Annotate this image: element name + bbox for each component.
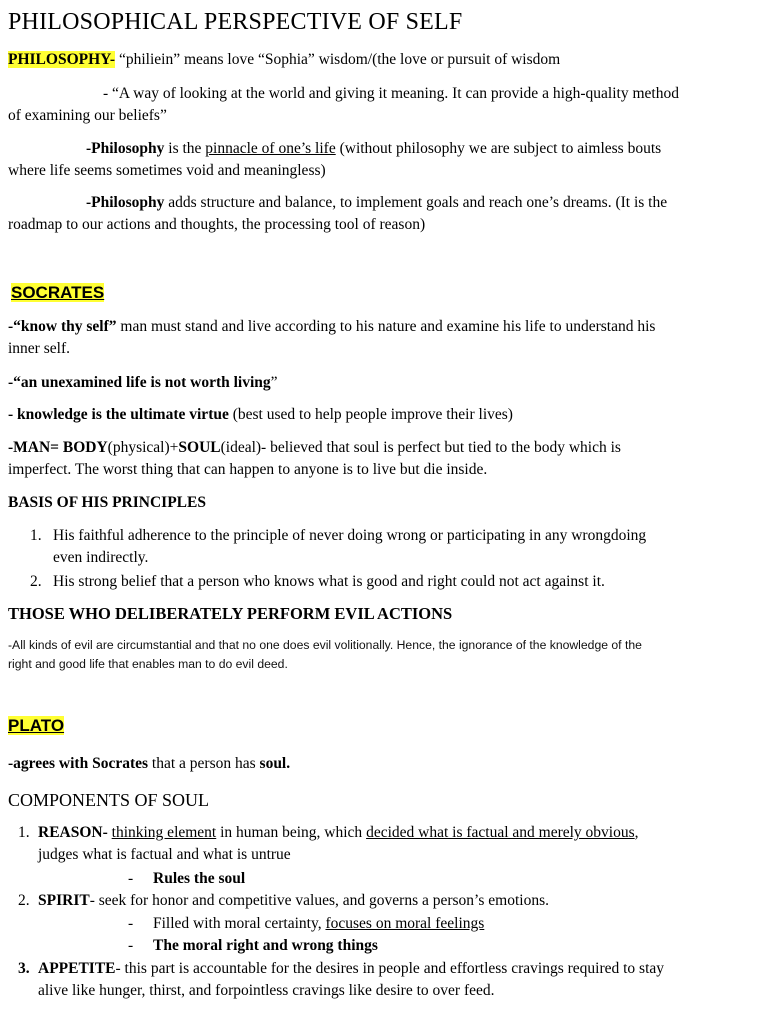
- man-body-bold: -MAN= BODY: [8, 439, 108, 456]
- spirit-sub2: The moral right and wrong things: [153, 937, 378, 954]
- philosophy-pinnacle-paragraph: [8, 138, 760, 182]
- know-thyself-paragraph: [8, 316, 760, 360]
- basis-item-1-num: 1.: [30, 527, 42, 544]
- philosophy-p2-text: adds structure and balance, to implement goals and reach one’s dreams. (It is the: [164, 194, 668, 211]
- basis-item-1-line2: even indirectly.: [53, 549, 149, 566]
- appetite-label: APPETITE: [38, 960, 116, 977]
- spirit-label: SPIRIT: [38, 892, 90, 909]
- man-physical-text: (physical)+: [107, 439, 179, 456]
- appetite-item: [38, 958, 763, 1002]
- evil-line1: -All kinds of evil are circumstantial and that no one does evil volitionally. Hence, the ignorance of the knowledge of the: [8, 638, 642, 652]
- basis-item-2-num: 2.: [30, 573, 42, 590]
- unexamined-bold: -“an unexamined life is not worth living: [8, 374, 271, 391]
- evil-paragraph: [8, 636, 760, 674]
- knowledge-bold: - knowledge is the ultimate virtue: [8, 406, 229, 423]
- spirit-item: [38, 890, 549, 912]
- appetite-line2: alive like hunger, thirst, and forpointless cravings like desire to over feed.: [38, 982, 495, 999]
- know-thyself-text: man must stand and live according to his nature and examine his life to understand his: [116, 318, 656, 335]
- agrees-soul: soul.: [259, 755, 291, 772]
- evil-line2: right and good life that enables man to do evil deed.: [8, 657, 288, 671]
- components-heading: COMPONENTS OF SOUL: [8, 790, 210, 810]
- spirit-sub1-u: focuses on moral feelings: [325, 915, 485, 932]
- basis-list: [8, 525, 760, 595]
- spirit-sub1: [153, 913, 484, 935]
- reason-end: ,: [634, 824, 639, 841]
- basis-heading: [8, 492, 760, 514]
- knowledge-virtue-line: [8, 404, 760, 426]
- page-title: PHILOSOPHICAL PERSPECTIVE OF SELF: [8, 9, 463, 35]
- basis-heading-text: BASIS OF HIS PRINCIPLES: [8, 494, 206, 511]
- unexamined-end: ”: [270, 374, 278, 391]
- reason-item: [38, 822, 763, 866]
- appetite-num: 3.: [18, 960, 30, 977]
- philosophy-quote-line1: - “A way of looking at the world and giving it meaning. It can provide a high-quality method: [103, 85, 679, 102]
- philosophy-term-2: -Philosophy: [86, 194, 165, 211]
- plato-heading: [8, 715, 760, 737]
- philosophy-p1-text: is the: [164, 140, 206, 157]
- man-body-soul-paragraph: [8, 437, 760, 481]
- man-line2: imperfect. The worst thing that can happen to anyone is to live but die inside.: [8, 461, 488, 478]
- philosophy-quote-line2: of examining our beliefs”: [8, 107, 167, 124]
- philosophy-definition: [8, 49, 760, 71]
- basis-item-1: [53, 525, 763, 569]
- reason-sub-dash: -: [128, 870, 134, 887]
- soul-bold: SOUL: [178, 439, 221, 456]
- evil-actions-heading: [8, 603, 760, 625]
- socrates-heading-text: SOCRATES: [11, 283, 105, 302]
- plato-agrees-line: [8, 753, 760, 775]
- philosophy-p1-line2: where life seems sometimes void and meaningless): [8, 162, 326, 179]
- philosophy-label: PHILOSOPHY-: [8, 51, 116, 68]
- reason-mid: in human being, which: [216, 824, 367, 841]
- reason-sub1: Rules the soul: [153, 870, 246, 887]
- know-thyself-line2: inner self.: [8, 340, 70, 357]
- philosophy-p2-line2: roadmap to our actions and thoughts, the processing tool of reason): [8, 216, 426, 233]
- philosophy-quote: [8, 83, 760, 127]
- knowledge-text: (best used to help people improve their lives): [228, 406, 513, 423]
- unexamined-life-line: [8, 372, 760, 394]
- components-list: [8, 822, 760, 1007]
- plato-heading-text: PLATO: [8, 716, 65, 735]
- reason-num: 1.: [18, 824, 30, 841]
- socrates-heading: [11, 282, 763, 304]
- philosophy-structure-paragraph: [8, 192, 760, 236]
- know-thyself-bold: -“know thy self”: [8, 318, 117, 335]
- evil-heading-text: THOSE WHO DELIBERATELY PERFORM EVIL ACTIONS: [8, 604, 453, 623]
- philosophy-def-text: “philiein” means love “Sophia” wisdom/(the love or pursuit of wisdom: [115, 51, 561, 68]
- reason-label: REASON-: [38, 824, 108, 841]
- appetite-text: - this part is accountable for the desires in people and effortless cravings required to stay: [115, 960, 665, 977]
- spirit-sub-dash-1: -: [128, 915, 134, 932]
- spirit-num: 2.: [18, 892, 30, 909]
- soul-text: (ideal)- believed that soul is perfect but tied to the body which is: [220, 439, 621, 456]
- spirit-sub-dash-2: -: [128, 937, 134, 954]
- agrees-bold: -agrees with Socrates: [8, 755, 149, 772]
- reason-u1: thinking element: [111, 824, 217, 841]
- philosophy-p1-post: (without philosophy we are subject to aimless bouts: [335, 140, 662, 157]
- basis-item-2: His strong belief that a person who knows what is good and right could not act against it.: [53, 573, 605, 590]
- basis-item-1-line1: His faithful adherence to the principle of never doing wrong or participating in any wrongdoing: [53, 527, 647, 544]
- agrees-text: that a person has: [148, 755, 260, 772]
- philosophy-term: -Philosophy: [86, 140, 165, 157]
- spirit-text: - seek for honor and competitive values, and governs a person’s emotions.: [89, 892, 549, 909]
- reason-line2: judges what is factual and what is untrue: [38, 846, 291, 863]
- reason-u2: decided what is factual and merely obvious: [366, 824, 635, 841]
- pinnacle-underline: pinnacle of one’s life: [205, 140, 336, 157]
- spirit-sub1-text: Filled with moral certainty,: [153, 915, 326, 932]
